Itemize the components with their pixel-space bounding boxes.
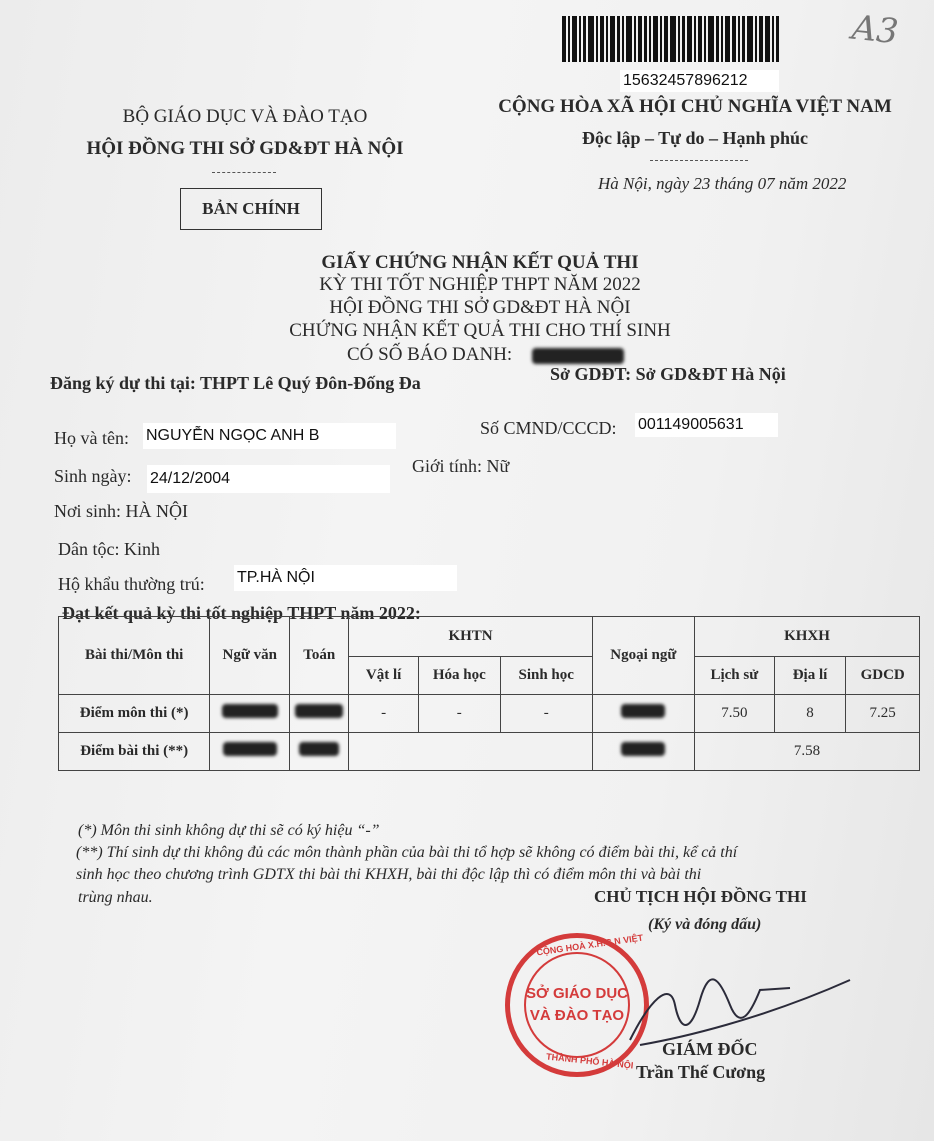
foreign-score-redacted bbox=[592, 695, 694, 733]
dob-label: Sinh ngày: bbox=[54, 466, 132, 486]
foreign-test-redacted bbox=[592, 733, 694, 771]
note-2-line-2: sinh học theo chương trình GDTX thi bài thi KHXH, bài thi độc lập thì có điểm môn thi và bài thi bbox=[76, 866, 702, 883]
registration-school: Đăng ký dự thi tại: THPT Lê Quý Đôn-Đống Đa bbox=[50, 373, 421, 393]
registration-department: Sở GDĐT: Sở GD&ĐT Hà Nội bbox=[550, 364, 786, 384]
residence-value: TP.HÀ NỘI bbox=[234, 565, 457, 591]
header-chemistry: Hóa học bbox=[418, 657, 500, 695]
header-divider-left bbox=[212, 172, 276, 173]
literature-test-redacted bbox=[210, 733, 290, 771]
gender-label: Giới tính: Nữ bbox=[412, 456, 510, 476]
name-value: NGUYỄN NGỌC ANH B bbox=[143, 423, 396, 449]
note-2-line-3: trùng nhau. bbox=[78, 889, 153, 906]
results-heading: Đạt kết quả kỳ thi tốt nghiệp THPT năm 2022: bbox=[62, 603, 421, 623]
stamp-ring-top: CỘNG HOÀ X.H.C.N VIỆT bbox=[535, 932, 644, 958]
candidate-number-label: CÓ SỐ BÁO DANH: bbox=[347, 344, 513, 365]
header-foreign-language: Ngoại ngữ bbox=[592, 617, 694, 695]
header-group-social: KHXH bbox=[694, 617, 919, 657]
certification-line: CHỨNG NHẬN KẾT QUẢ THI CHO THÍ SINH bbox=[289, 320, 671, 341]
header-geography: Địa lí bbox=[774, 657, 846, 695]
history-score: 7.50 bbox=[694, 695, 774, 733]
barcode-number: 15632457896212 bbox=[620, 70, 779, 92]
signer-name: Trần Thế Cương bbox=[636, 1062, 766, 1082]
name-label: Họ và tên: bbox=[54, 428, 129, 448]
barcode bbox=[562, 16, 824, 62]
residence-label: Hộ khẩu thường trú: bbox=[58, 574, 205, 594]
natural-test-empty bbox=[349, 733, 592, 771]
header-literature: Ngữ văn bbox=[210, 617, 290, 695]
header-math: Toán bbox=[290, 617, 349, 695]
header-biology: Sinh học bbox=[500, 657, 592, 695]
row-label-test-score: Điểm bài thi (**) bbox=[59, 733, 210, 771]
header-history: Lịch sử bbox=[694, 657, 774, 695]
stamp-ring-bottom: THÀNH PHỐ HÀ NỘI bbox=[545, 1051, 634, 1071]
exam-council: HỘI ĐỒNG THI SỞ GD&ĐT HÀ NỘI bbox=[329, 297, 631, 318]
exam-name: KỲ THI TỐT NGHIỆP THPT NĂM 2022 bbox=[319, 274, 641, 295]
geography-score: 8 bbox=[774, 695, 846, 733]
certificate-title: GIẤY CHỨNG NHẬN KẾT QUẢ THI bbox=[321, 252, 639, 273]
row-label-subject-score: Điểm môn thi (*) bbox=[59, 695, 210, 733]
issue-date: Hà Nội, ngày 23 tháng 07 năm 2022 bbox=[598, 174, 847, 193]
math-score-redacted bbox=[290, 695, 349, 733]
id-label: Số CMND/CCCD: bbox=[480, 418, 617, 438]
civics-score: 7.25 bbox=[846, 695, 920, 733]
signature-title: CHỦ TỊCH HỘI ĐỒNG THI bbox=[594, 887, 807, 906]
table-row bbox=[59, 733, 920, 771]
signature-subtitle: (Ký và đóng dấu) bbox=[648, 916, 762, 933]
biology-score: - bbox=[500, 695, 592, 733]
id-value: 001149005631 bbox=[635, 413, 778, 437]
stamp-line-2: VÀ ĐÀO TẠO bbox=[529, 1007, 625, 1024]
chemistry-score: - bbox=[418, 695, 500, 733]
handwritten-code: A3 bbox=[850, 7, 901, 53]
stamp-line-1: SỞ GIÁO DỤC bbox=[526, 985, 628, 1002]
results-table bbox=[58, 616, 920, 771]
physics-score: - bbox=[349, 695, 419, 733]
social-test-score: 7.58 bbox=[694, 733, 919, 771]
original-copy-box: BẢN CHÍNH bbox=[180, 188, 322, 230]
math-test-redacted bbox=[290, 733, 349, 771]
dob-value: 24/12/2004 bbox=[147, 465, 390, 493]
literature-score-redacted bbox=[210, 695, 290, 733]
header-group-natural: KHTN bbox=[349, 617, 592, 657]
country-name: CỘNG HÒA XÃ HỘI CHỦ NGHĨA VIỆT NAM bbox=[498, 96, 892, 117]
ethnicity-label: Dân tộc: Kinh bbox=[58, 539, 160, 559]
header-divider-right bbox=[650, 160, 748, 161]
note-2-line-1: (**) Thí sinh dự thi không đủ các môn thành phần của bài thi tổ hợp sẽ không có điểm bài thi, kể cả thí bbox=[76, 844, 738, 861]
signer-position: GIÁM ĐỐC bbox=[662, 1039, 758, 1059]
header-civics: GDCD bbox=[846, 657, 920, 695]
candidate-number-redacted bbox=[532, 348, 624, 364]
header-subject: Bài thi/Môn thi bbox=[59, 617, 210, 695]
header-physics: Vật lí bbox=[349, 657, 419, 695]
birthplace-label: Nơi sinh: HÀ NỘI bbox=[54, 501, 189, 521]
ministry-name: BỘ GIÁO DỤC VÀ ĐÀO TẠO bbox=[122, 106, 368, 127]
council-name: HỘI ĐỒNG THI SỞ GD&ĐT HÀ NỘI bbox=[86, 138, 404, 159]
note-1: (*) Môn thi sinh không dự thi sẽ có ký hiệu “-” bbox=[78, 822, 380, 839]
table-row bbox=[59, 695, 920, 733]
national-motto: Độc lập – Tự do – Hạnh phúc bbox=[581, 128, 809, 148]
